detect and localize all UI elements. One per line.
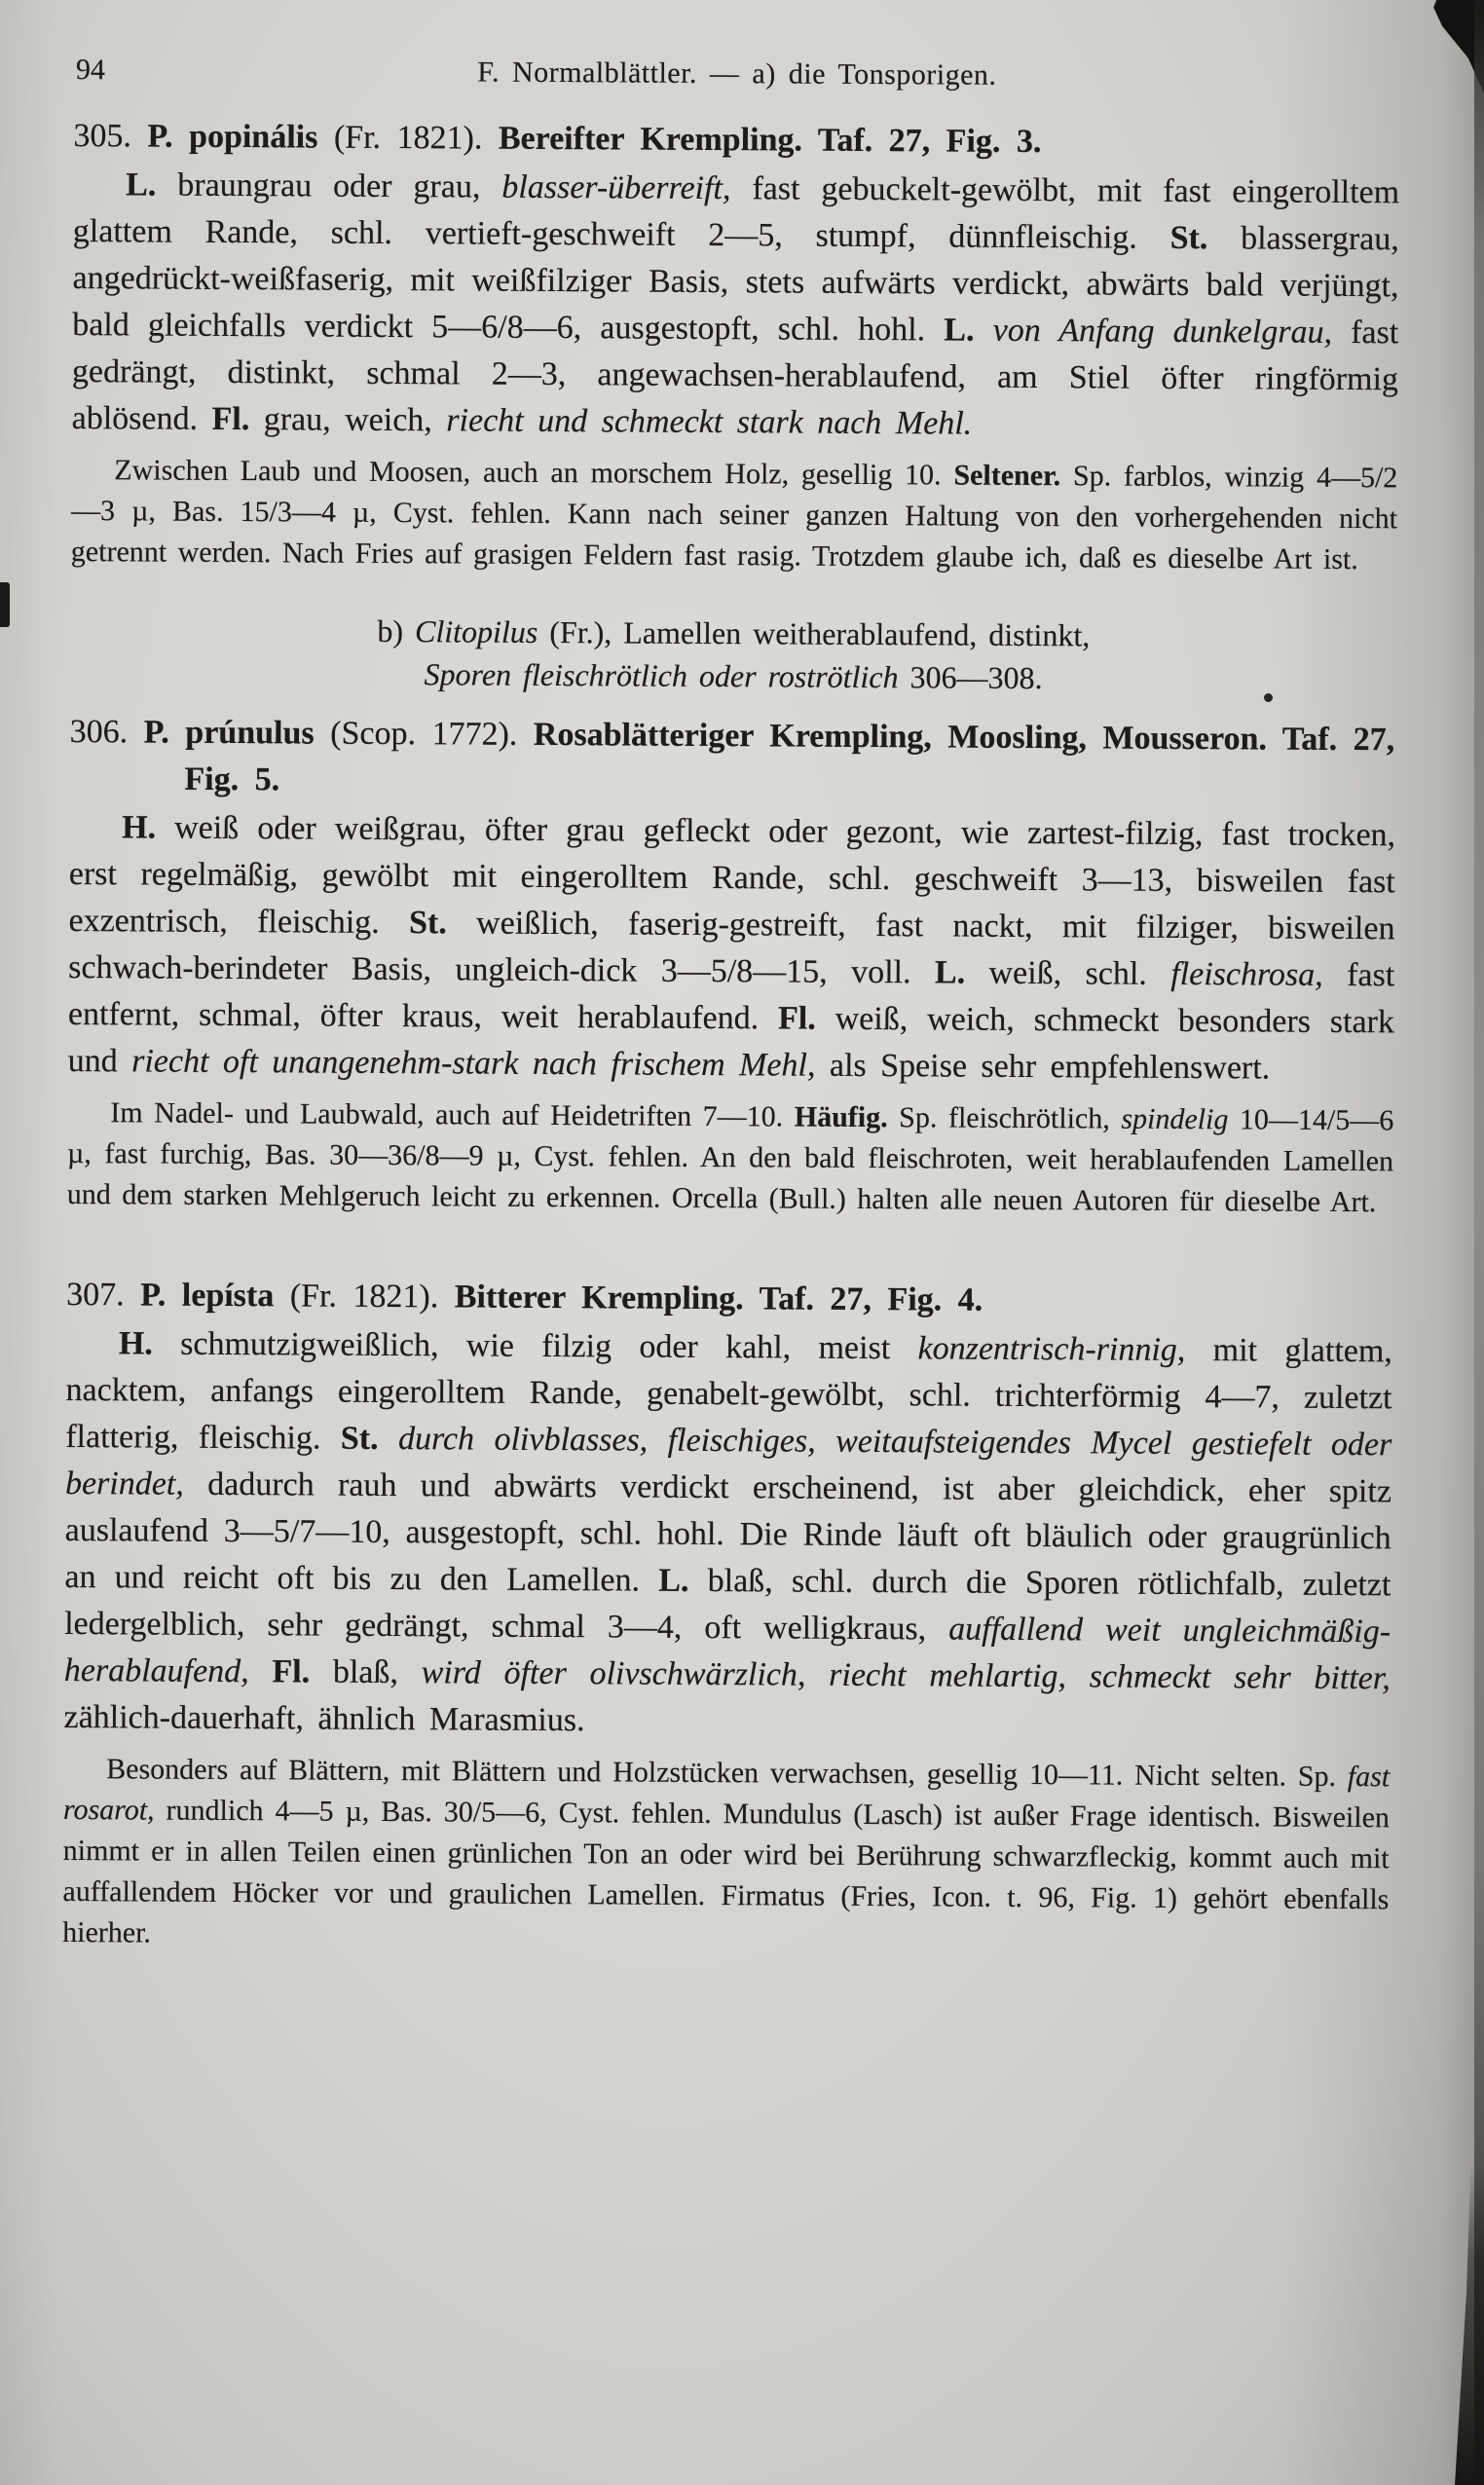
- text-segment: L.: [658, 1562, 689, 1599]
- scan-artifact-left-edge-mark: [0, 582, 10, 627]
- text-segment: Clitopilus: [414, 613, 538, 649]
- text-segment: fast gedrängt, distinkt, schmal 2—3, angewachsen-herablaufend, am Stiel öfter ringförmig ablösend.: [71, 314, 1399, 437]
- text-segment: Fl.: [777, 1000, 816, 1037]
- text-segment: Fl.: [211, 400, 250, 438]
- text-segment: P. lepísta: [140, 1277, 290, 1315]
- text-segment: Seltener.: [953, 459, 1061, 493]
- text-segment: als Speise sehr empfehlenswert.: [815, 1047, 1271, 1087]
- text-segment: (Scop. 1772).: [330, 715, 534, 753]
- text-segment: durch olivblasses, fleischiges, weitaufsteigendes Mycel gestiefelt oder berindet,: [64, 1421, 1392, 1502]
- subsection-b-line2: [70, 650, 1396, 701]
- text-segment: [249, 1653, 273, 1689]
- page-number: 94: [75, 54, 105, 87]
- text-segment: St.: [340, 1420, 379, 1457]
- text-segment: (Fr. 1821).: [333, 119, 500, 157]
- text-segment: fast rosarot,: [62, 1761, 1391, 1827]
- entry-306-note: [67, 1093, 1394, 1223]
- text-segment: Häufig.: [794, 1100, 888, 1134]
- text-segment: weißlich, faserig-gestreift, fast nackt, mit filziger, bisweilen schwach-berindeter Basis, ungleich-dick 3—5/8—15, voll.: [68, 905, 1395, 991]
- entry-306: [67, 709, 1396, 1223]
- text-segment: Sp. fleischrötlich,: [887, 1101, 1122, 1135]
- text-segment: H.: [118, 1325, 153, 1362]
- text-segment: Fl.: [272, 1653, 311, 1690]
- page-content: [62, 51, 1400, 1961]
- text-segment: L.: [126, 167, 157, 204]
- text-segment: riecht oft unangenehm-stark nach frischem Mehl,: [131, 1043, 816, 1084]
- text-segment: L.: [934, 954, 966, 991]
- scan-artifact-right-edge: [1474, 0, 1484, 2485]
- text-segment: 307.: [66, 1276, 141, 1314]
- entry-305-description: [72, 162, 1400, 450]
- text-segment: weiß, weich, schmeckt besonders stark und: [67, 1000, 1395, 1080]
- subsection-b-heading: [70, 608, 1397, 701]
- running-header: [74, 51, 1400, 101]
- entry-307-heading: [66, 1272, 1392, 1326]
- text-segment: blaß, schl. durch die Sporen rötlichfalb, zuletzt ledergelblich, sehr gedrängt, schmal 3—4, oft welligkraus,: [64, 1562, 1391, 1648]
- entry-306-description: [68, 804, 1396, 1093]
- text-segment: St.: [408, 905, 447, 942]
- text-segment: blassergrau, angedrückt-weißfaserig, mit weißfilziger Basis, stets aufwärts verdickt, abwärts bald verjüngt, bald gleichfalls verdickt 5—6/8—6, ausgestopft, schl. hohl.: [72, 220, 1399, 349]
- text-segment: schmutzigweißlich, wie filzig oder kahl, meist: [152, 1325, 918, 1367]
- text-segment: 10—14/5—6 µ, fast furchig, Bas. 30—36/8—9 µ, Cyst. fehlen. An den bald fleischroten, weit herablaufenden Lamellen und dem starken Mehlgeruch leicht zu erkennen. Orcella (Bull.) halten alle neuen Autoren für dieselbe Art.: [66, 1103, 1394, 1219]
- text-segment: Taf. 27, Fig. 3.: [817, 122, 1042, 161]
- text-segment: P. prúnulus: [143, 714, 331, 752]
- text-segment: [974, 313, 992, 349]
- text-segment: rundlich 4—5 µ, Bas. 30/5—6, Cyst. fehlen. Mundulus (Lasch) ist außer Frage identisch. Bisweilen nimmt er in allen Teilen einen grünlichen Ton an oder wird bei Berührung schwarzfleckig, kommt auch mit auffallendem Höcker vor und graulichen Lamellen. Firmatus (Fries, Icon. t. 96, Fig. 1) gehört ebenfalls hierher.: [62, 1794, 1391, 1949]
- text-segment: H.: [122, 809, 157, 846]
- text-segment: Taf. 27, Fig. 4.: [759, 1280, 983, 1318]
- entry-305-heading: [73, 113, 1399, 167]
- text-segment: blasser-überreift,: [501, 168, 731, 207]
- scan-artifact-top-right-corner: [1412, 0, 1484, 93]
- entry-306-heading: [69, 709, 1396, 810]
- text-segment: (Fr.), Lamellen weitherablaufend, distinkt,: [538, 613, 1091, 653]
- entry-305: [71, 113, 1400, 580]
- text-segment: fleischrosa,: [1170, 955, 1323, 993]
- text-segment: Im Nadel- und Laubwald, auch auf Heidetriften 7—10.: [110, 1096, 795, 1133]
- text-segment: Bitterer Krempling.: [454, 1279, 760, 1317]
- text-segment: weiß, schl.: [965, 954, 1171, 992]
- text-segment: St.: [1169, 219, 1208, 257]
- text-segment: mit glattem, nacktem, anfangs eingerolltem Rande, genabelt-gewölbt, schl. trichterförmig 4—7, zuletzt flatterig, fleischig.: [65, 1331, 1392, 1457]
- text-segment: L.: [944, 312, 975, 349]
- text-segment: Zwischen Laub und Moosen, auch an morschem Holz, gesellig 10.: [114, 454, 954, 492]
- text-segment: 306.: [69, 713, 144, 751]
- text-segment: Bereifter Krempling.: [498, 120, 818, 159]
- text-segment: Sporen fleischrötlich oder roströtlich: [424, 656, 899, 695]
- text-segment: grau, weich,: [249, 401, 447, 439]
- text-segment: Sp. farblos, winzig 4—5/2—3 µ, Bas. 15/3—4 µ, Cyst. fehlen. Kann nach seiner ganzen Haltung von den vorhergehenden nicht getrennt werden. Nach Fries auf grasigen Feldern fast rasig. Trotzdem glaube ich, daß es dieselbe Art ist.: [70, 460, 1398, 576]
- text-segment: konzentrisch-rinnig,: [917, 1330, 1186, 1368]
- text-segment: zählich-dauerhaft, ähnlich Marasmius.: [63, 1698, 585, 1739]
- text-segment: Rosablätteriger Krempling, Moosling, Mousseron.: [533, 716, 1282, 758]
- text-segment: Besonders auf Blättern, mit Blättern und Holzstücken verwachsen, gesellig 10—11. Nicht selten. Sp.: [106, 1753, 1348, 1794]
- text-segment: Taf. 27, Fig. 5.: [184, 721, 1395, 798]
- text-segment: wird öfter olivschwärzlich, riecht mehlartig, schmeckt sehr bitter,: [421, 1654, 1391, 1697]
- text-segment: dadurch rauh und abwärts verdickt erscheinend, ist aber gleichdick, eher spitz auslaufend 3—5/7—10, ausgestopft, schl. hohl. Die Rinde läuft oft bläulich oder graugrünlich an und reicht oft bis zu den Lamellen.: [64, 1465, 1392, 1599]
- text-segment: fast entfernt, schmal, öfter kraus, weit herablaufend.: [67, 956, 1395, 1037]
- text-segment: riecht und schmeckt stark nach Mehl.: [446, 402, 973, 442]
- text-segment: von Anfang dunkelgrau,: [992, 312, 1333, 351]
- entry-307: [62, 1272, 1392, 1961]
- scan-artifact-bottom-right-corner: [1455, 2164, 1484, 2485]
- text-segment: b): [377, 612, 416, 649]
- entry-307-note: [62, 1749, 1390, 1961]
- text-segment: auffallend weit ungleichmäßig-herablaufend,: [63, 1611, 1391, 1690]
- text-segment: P. popinális: [147, 118, 335, 156]
- text-segment: braungrau oder grau,: [156, 167, 502, 205]
- text-segment: weiß oder weißgrau, öfter grau gefleckt oder gezont, wie zartest-filzig, fast trocken, erst regelmäßig, gewölbt mit eingerolltem Rande, schl. geschweift 3—13, bisweilen fast exzentrisch, fleischig.: [68, 809, 1396, 942]
- text-segment: 305.: [73, 117, 148, 155]
- text-segment: spindelig: [1121, 1102, 1229, 1136]
- text-segment: blaß,: [310, 1653, 422, 1691]
- text-segment: (Fr. 1821).: [289, 1278, 455, 1316]
- text-segment: fast gebuckelt-gewölbt, mit fast eingerolltem glattem Rande, schl. vertieft-geschweift 2—5, stumpf, dünnfleischig.: [72, 170, 1400, 256]
- text-segment: [378, 1421, 398, 1457]
- text-segment: 306—308.: [898, 659, 1043, 696]
- entry-307-description: [63, 1320, 1392, 1749]
- running-title: F. Normalblättler. — a) die Tonsporigen.: [477, 56, 997, 92]
- entry-305-note: [71, 450, 1398, 580]
